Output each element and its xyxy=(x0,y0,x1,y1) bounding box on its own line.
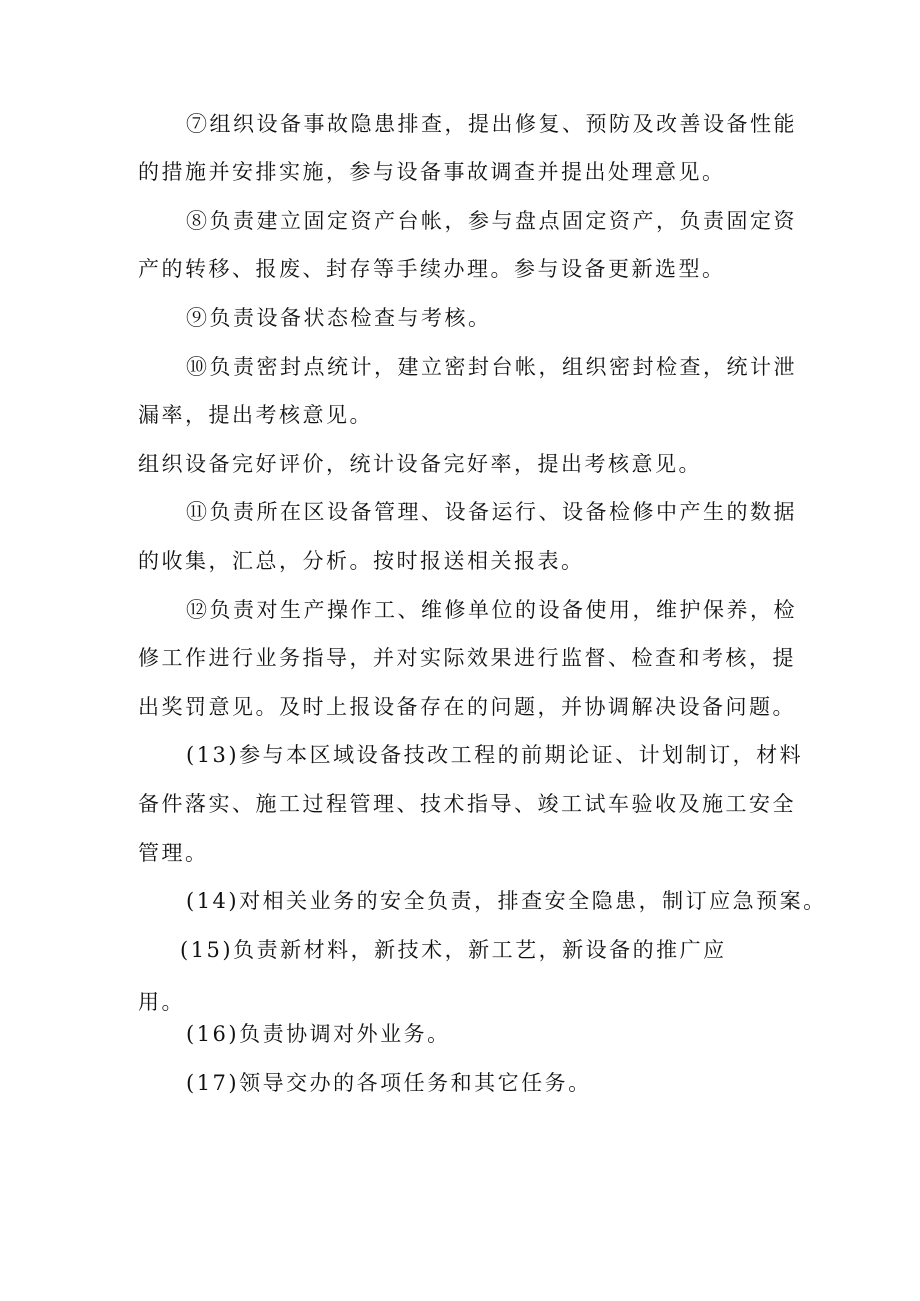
text-line: 的措施并安排实施，参与设备事故调查并提出处理意见。 xyxy=(138,160,726,184)
text-line: (16)负责协调对外业务。 xyxy=(186,1022,451,1046)
text-line: 备件落实、施工过程管理、技术指导、竣工试车验收及施工安全 xyxy=(138,792,796,816)
text-line: ⑨负责设备状态检查与考核。 xyxy=(186,306,492,330)
text-line: 用。 xyxy=(138,990,185,1014)
text-line: 漏率，提出考核意见。 xyxy=(138,403,373,427)
text-line: 出奖罚意见。及时上报设备存在的问题，并协调解决设备问题。 xyxy=(138,695,796,719)
text-line: ⑦组织设备事故隐患排查，提出修复、预防及改善设备性能 xyxy=(186,112,797,136)
text-line: 组织设备完好评价，统计设备完好率，提出考核意见。 xyxy=(138,452,702,476)
text-line: (13)参与本区域设备技改工程的前期论证、计划制订，材料 xyxy=(186,743,804,767)
text-line: 的收集，汇总，分析。按时报送相关报表。 xyxy=(138,549,585,573)
text-line: 管理。 xyxy=(138,841,209,865)
text-line: ⑪负责所在区设备管理、设备运行、设备检修中产生的数据 xyxy=(186,500,797,524)
text-line: ⑧负责建立固定资产台帐，参与盘点固定资产，负责固定资 xyxy=(186,209,797,233)
text-line: ⑩负责密封点统计，建立密封台帐，组织密封检查，统计泄 xyxy=(186,355,797,379)
text-line: ⑫负责对生产操作工、维修单位的设备使用，维护保养，检 xyxy=(186,598,797,622)
text-line: (14)对相关业务的安全负责，排查安全隐患，制订应急预案。 xyxy=(186,889,827,913)
text-line: (17)领导交办的各项任务和其它任务。 xyxy=(186,1071,592,1095)
text-line: 修工作进行业务指导，并对实际效果进行监督、检查和考核，提 xyxy=(138,646,796,670)
text-line: (15)负责新材料，新技术，新工艺，新设备的推广应 xyxy=(180,938,727,962)
text-line: 产的转移、报废、封存等手续办理。参与设备更新选型。 xyxy=(138,257,726,281)
